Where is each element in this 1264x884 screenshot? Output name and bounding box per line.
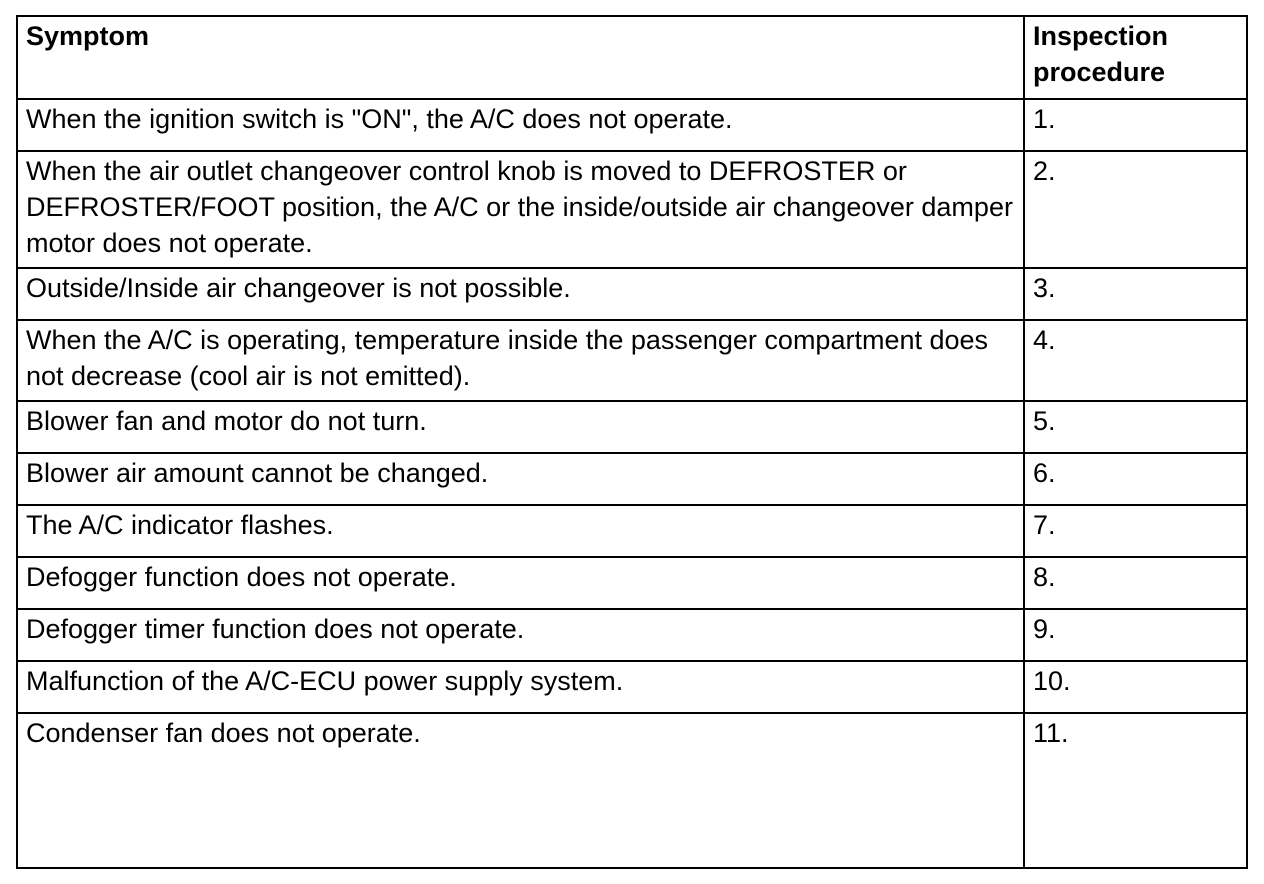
symptom-cell: The A/C indicator flashes. — [17, 505, 1024, 557]
symptom-table — [16, 15, 1248, 869]
procedure-cell: 1. — [1024, 99, 1247, 151]
procedure-cell: 10. — [1024, 661, 1247, 713]
procedure-cell: 11. — [1024, 713, 1247, 868]
symptom-cell: Outside/Inside air changeover is not possible. — [17, 268, 1024, 320]
procedure-cell: 4. — [1024, 320, 1247, 401]
table-row — [17, 609, 1247, 661]
header-inspection-procedure: Inspection procedure — [1024, 16, 1247, 99]
symptom-cell: Condenser fan does not operate. — [17, 713, 1024, 868]
table-row — [17, 268, 1247, 320]
header-symptom: Symptom — [17, 16, 1024, 99]
table-row — [17, 320, 1247, 401]
symptom-cell: When the A/C is operating, temperature inside the passenger compartment does not decrease (cool air is not emitted). — [17, 320, 1024, 401]
procedure-cell: 6. — [1024, 453, 1247, 505]
table-row — [17, 661, 1247, 713]
symptom-cell: Defogger timer function does not operate. — [17, 609, 1024, 661]
symptom-cell: Blower fan and motor do not turn. — [17, 401, 1024, 453]
procedure-cell: 3. — [1024, 268, 1247, 320]
symptom-cell: When the ignition switch is "ON", the A/C does not operate. — [17, 99, 1024, 151]
symptom-cell: Defogger function does not operate. — [17, 557, 1024, 609]
table-row — [17, 151, 1247, 268]
symptom-cell: Malfunction of the A/C-ECU power supply system. — [17, 661, 1024, 713]
table-row — [17, 453, 1247, 505]
table-row — [17, 713, 1247, 868]
table-row — [17, 99, 1247, 151]
procedure-cell: 8. — [1024, 557, 1247, 609]
table-header-row — [17, 16, 1247, 99]
table-row — [17, 401, 1247, 453]
procedure-cell: 9. — [1024, 609, 1247, 661]
procedure-cell: 2. — [1024, 151, 1247, 268]
symptom-cell: Blower air amount cannot be changed. — [17, 453, 1024, 505]
symptom-cell: When the air outlet changeover control knob is moved to DEFROSTER or DEFROSTER/FOOT position, the A/C or the inside/outside air changeover damper motor does not operate. — [17, 151, 1024, 268]
procedure-cell: 7. — [1024, 505, 1247, 557]
table-row — [17, 505, 1247, 557]
procedure-cell: 5. — [1024, 401, 1247, 453]
table-row — [17, 557, 1247, 609]
